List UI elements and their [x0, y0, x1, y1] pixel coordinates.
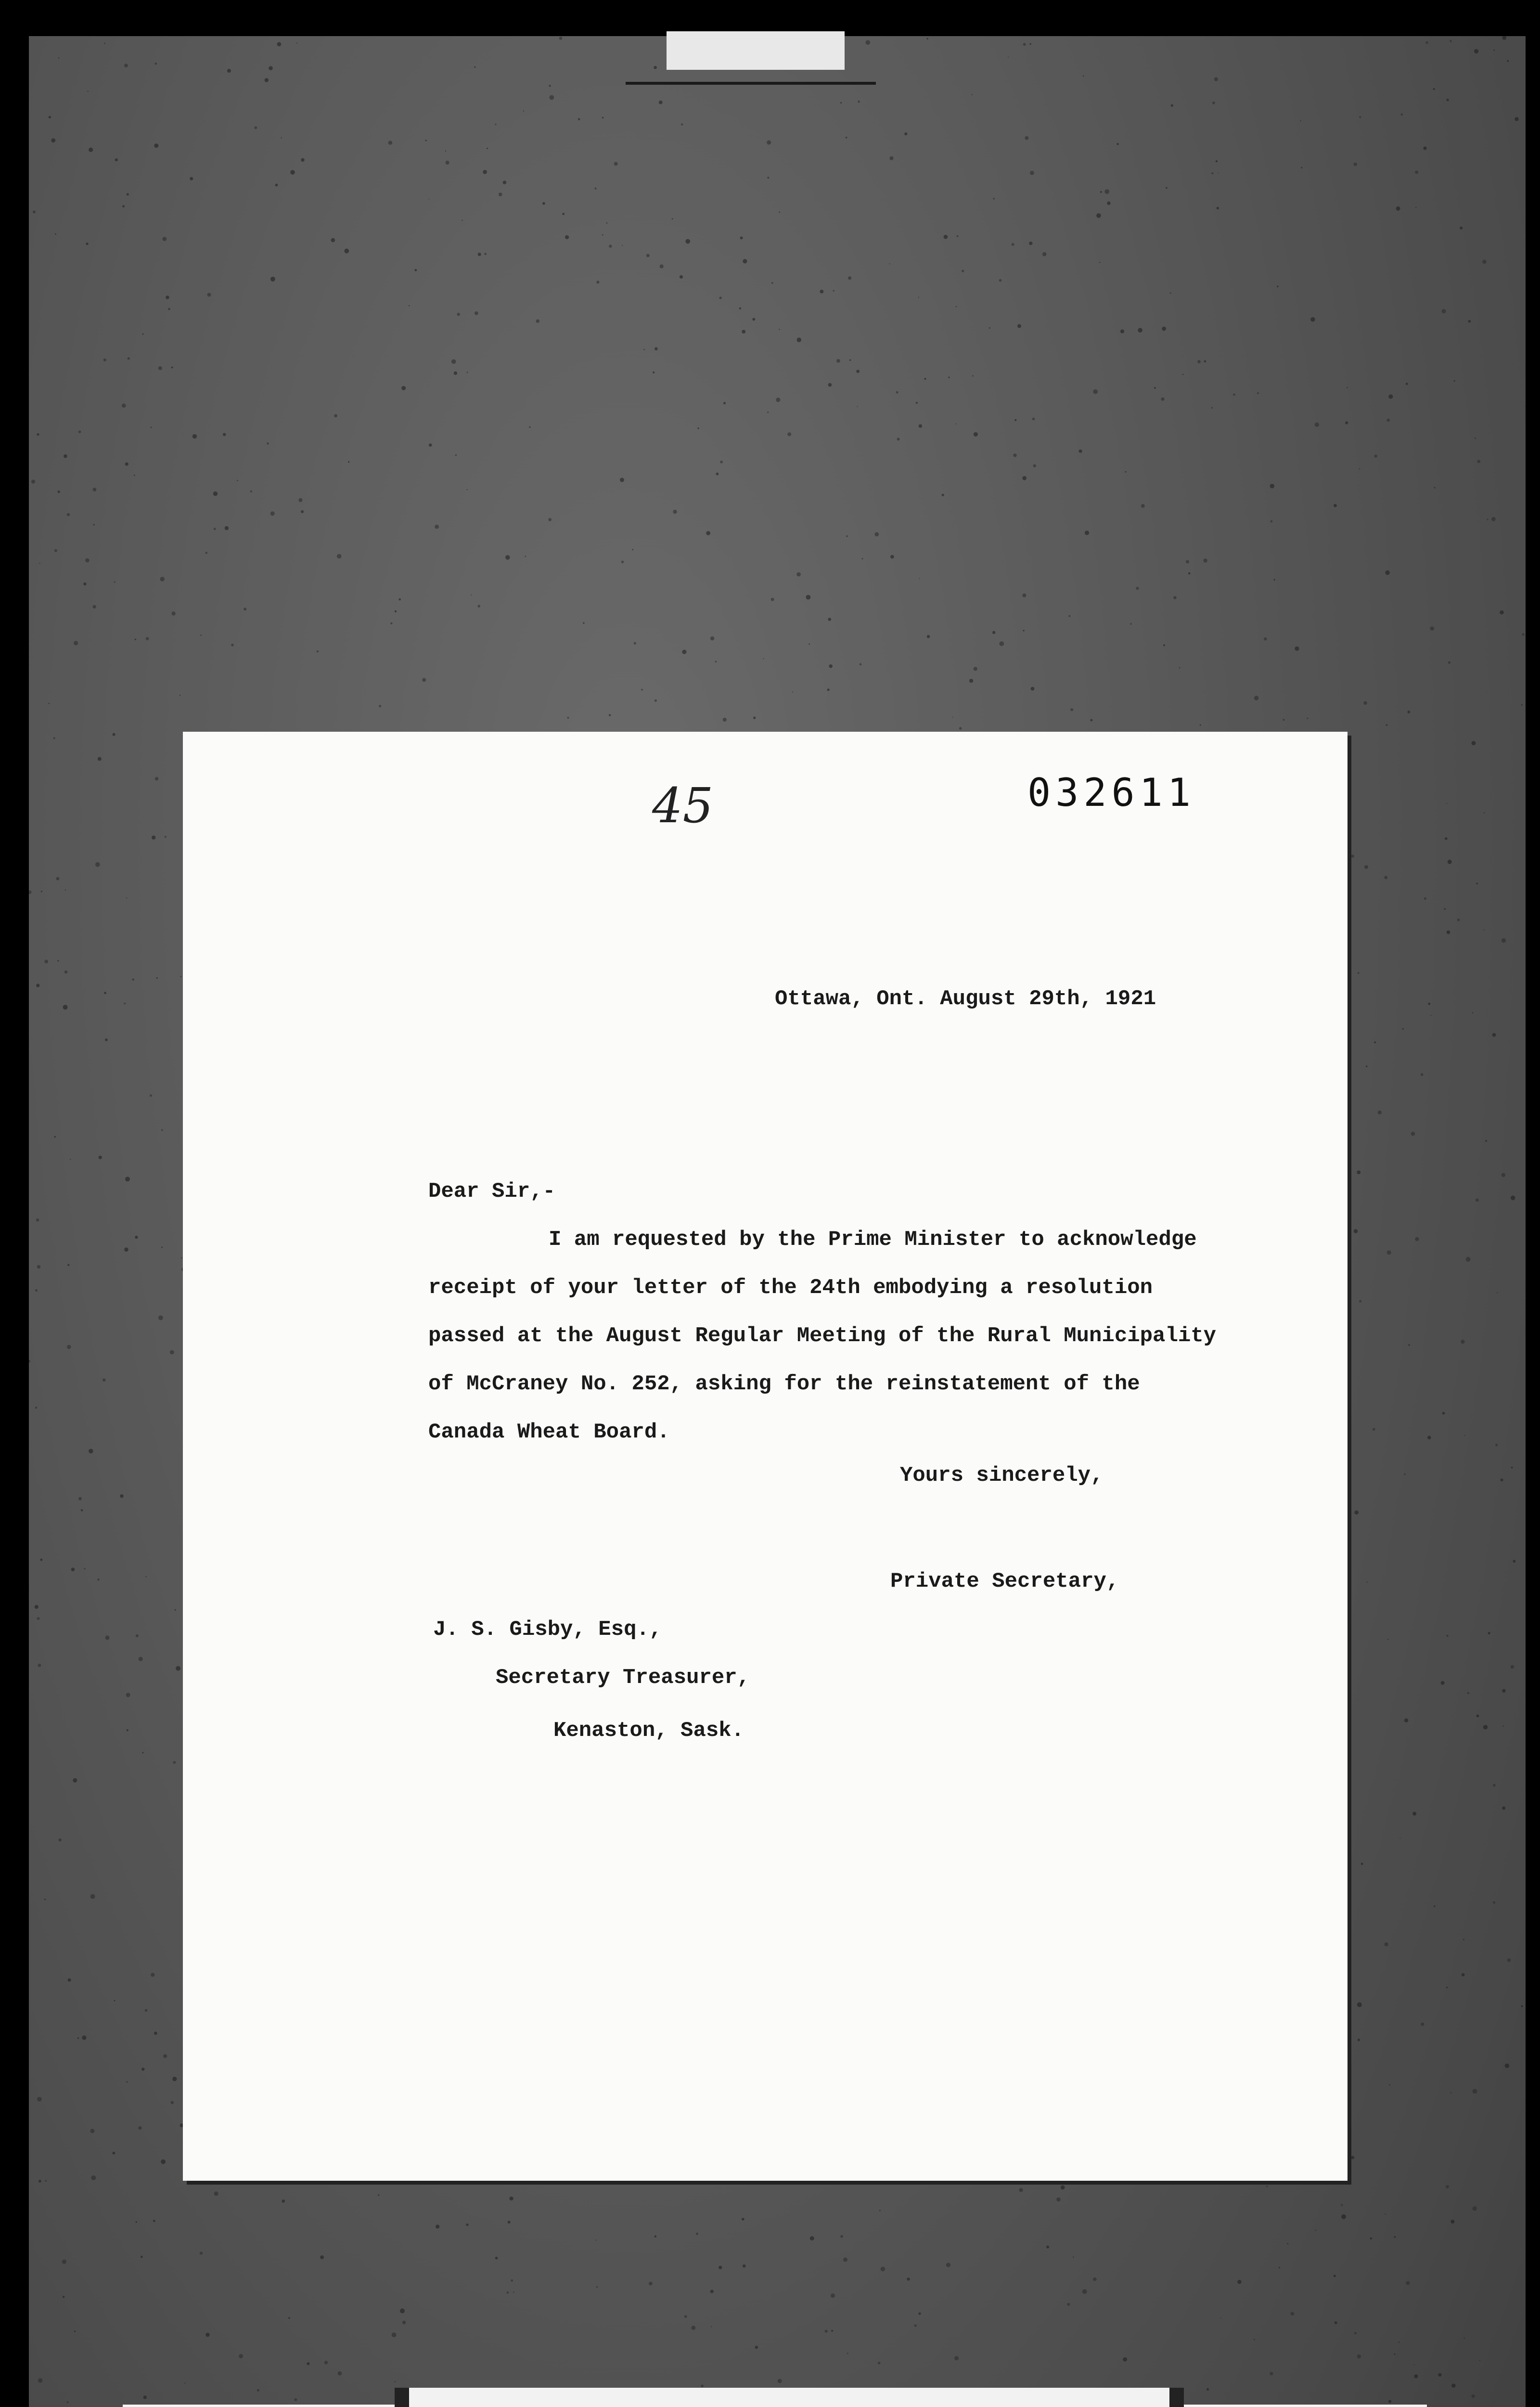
folio-mark: 45: [652, 777, 714, 834]
document-number: 032611: [1027, 770, 1195, 815]
body-line: Canada Wheat Board.: [428, 1420, 670, 1444]
collection-strip: [395, 2388, 1184, 2407]
address-location: Kenaston, Sask.: [553, 1719, 744, 1743]
closing: Yours sincerely,: [900, 1463, 1104, 1488]
signature-title: Private Secretary,: [890, 1569, 1119, 1593]
address-title: Secretary Treasurer,: [496, 1666, 750, 1690]
date-line: Ottawa, Ont. August 29th, 1921: [775, 987, 1156, 1011]
salutation: Dear Sir,-: [428, 1179, 556, 1204]
body-line: I am requested by the Prime Minister to acknowledge: [549, 1228, 1197, 1252]
top-tab-line: [626, 82, 876, 85]
letter-sheet: [183, 732, 1348, 2181]
top-paper-tab: [667, 31, 845, 70]
address-name: J. S. Gisby, Esq.,: [433, 1618, 662, 1642]
body-line: passed at the August Regular Meeting of the Rural Municipality: [428, 1324, 1217, 1348]
body-line: of McCraney No. 252, asking for the reinstatement of the: [428, 1372, 1140, 1396]
body-line: receipt of your letter of the 24th embodying a resolution: [428, 1276, 1153, 1300]
